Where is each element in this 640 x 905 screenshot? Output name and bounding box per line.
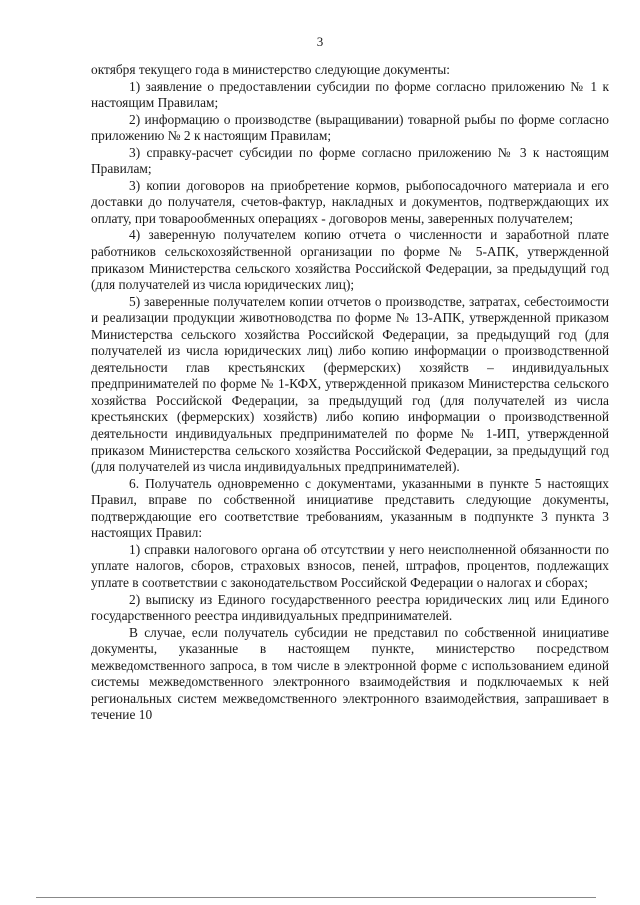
paragraph-section-6: 6. Получатель одновременно с документами, указанными в пункте 5 настоящих Правил, вправе по собственной инициативе представить следующие документы, подтверждающие его соответствие требованиям, указанным в подпункте 3 пункта 3 настоящих Правил: xyxy=(91,475,609,541)
paragraph-continuation: октября текущего года в министерство следующие документы: xyxy=(91,62,451,77)
paragraph-interagency-request: В случае, если получатель субсидии не представил по собственной инициативе документы, указанные в настоящем пункте, министерство посредством межведомственного запроса, в том числе в электронной форме с использованием единой системы межведомственного электронного взаимодействия и подключаемых к ней региональных систем межведомственного электронного взаимодействия, запрашивает в течение 10 xyxy=(91,624,609,723)
list-item-13apk-report: 5) заверенные получателем копии отчетов о производстве, затратах, себестоимости и реализации продукции животноводства по форме № 13-АПК, утвержденной приказом Министерства сельского хозяйства Российской Федерации, за предыдущий год (для получателей из числа юридических лиц) либо копию информации о производственной деятельности глав крестьянских (фермерских) хозяйств – индивидуальных предпринимателей по форме № 1-КФХ, утвержденной приказом Министерства сельского хозяйства Российской Федерации, за предыдущий год (для получателей из числа крестьянских (фермерских) хозяйств) либо копию информации о производственной деятельности индивидуальных предпринимателей по форме № 1-ИП, утвержденной приказом Министерства сельского хозяйства Российской Федерации, за предыдущий год (для получателей из числа индивидуальных предпринимателей). xyxy=(91,293,609,475)
list-item-fish-production-info: 2) информацию о производстве (выращивании) товарной рыбы по форме согласно приложению № 2 к настоящим Правилам; xyxy=(91,111,609,144)
document-body xyxy=(91,62,609,724)
list-item-tax-certificate: 1) справки налогового органа об отсутствии у него неисполненной обязанности по уплате налогов, сборов, страховых взносов, пеней, штрафов, процентов, подлежащих уплате в соответствии с законодательством Российской Федерации о налогах и сборах; xyxy=(91,541,609,590)
scan-edge-line xyxy=(36,897,596,898)
page-number: 3 xyxy=(316,34,324,49)
list-item-subsidy-calculation: 3) справку-расчет субсидии по форме согласно приложению № 3 к настоящим Правилам; xyxy=(91,144,609,177)
list-item-application: 1) заявление о предоставлении субсидии по форме согласно приложению № 1 к настоящим Правилам; xyxy=(91,78,609,111)
list-item-registry-extract: 2) выписку из Единого государственного реестра юридических лиц или Единого государственного реестра индивидуальных предпринимателей. xyxy=(91,591,609,624)
list-item-5apk-report: 4) заверенную получателем копию отчета о численности и заработной плате работников сельскохозяйственной организации по форме № 5-АПК, утвержденной приказом Министерства сельского хозяйства Российской Федерации, за предыдущий год (для получателей из числа юридических лиц); xyxy=(91,227,609,293)
list-item-contract-copies: 3) копии договоров на приобретение кормов, рыбопосадочного материала и его доставки до получателя, счетов-фактур, накладных и документов, подтверждающих их оплату, при товарообменных операциях - договоров мены, заверенных получателем; xyxy=(91,177,609,226)
